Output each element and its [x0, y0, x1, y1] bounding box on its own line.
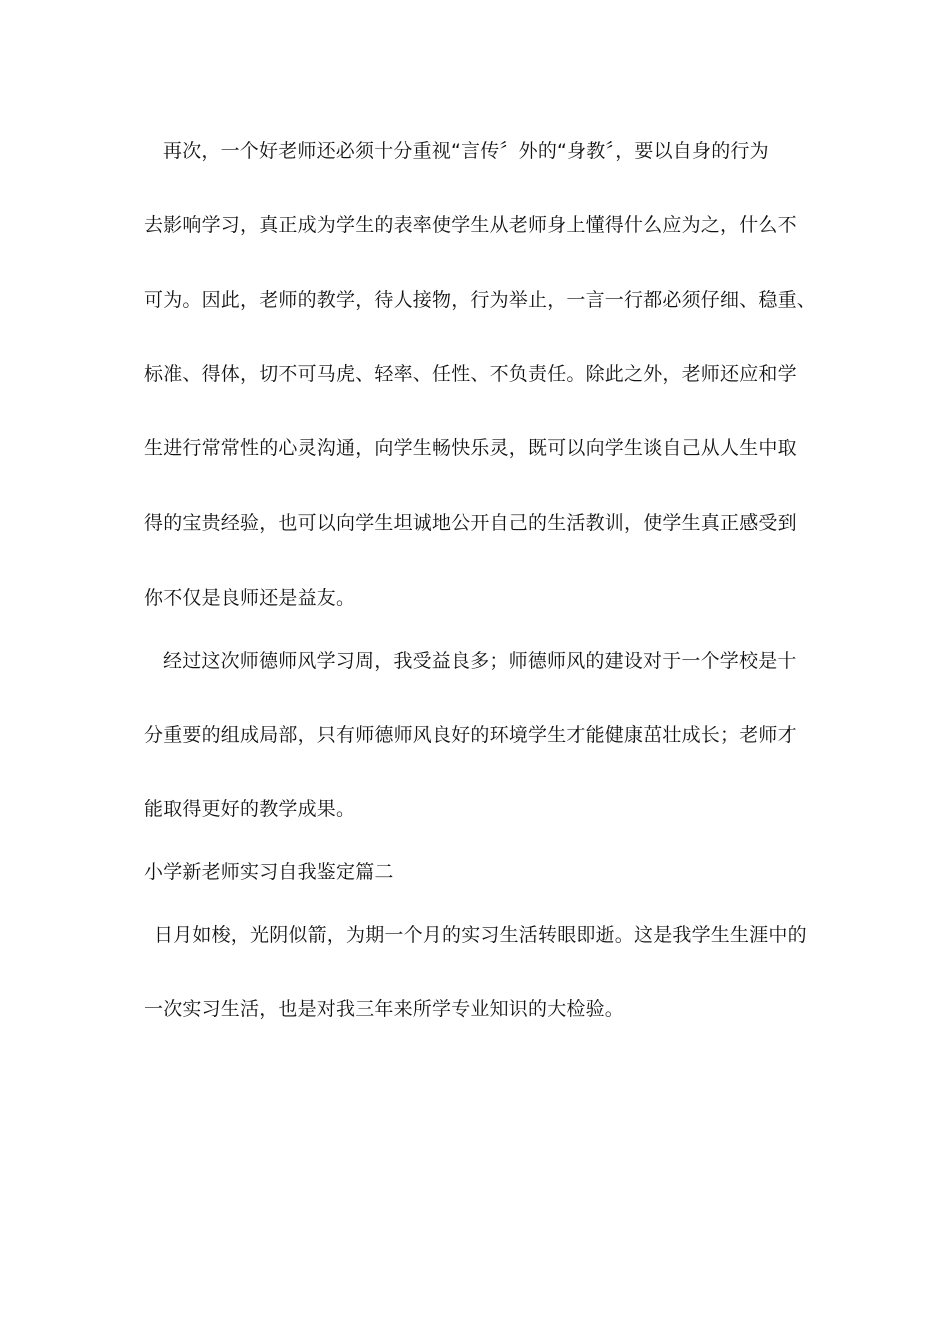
paragraph-2-line-1: 经过这次师德师风学习周，我受益良多；师德师风的建设对于一个学校是十	[163, 650, 797, 672]
paragraph-3-line-1: 日月如梭，光阴似箭，为期一个月的实习生活转眼即逝。这是我学生生涯中的	[154, 924, 807, 946]
paragraph-1-line-5: 生进行常常性的心灵沟通，向学生畅快乐灵，既可以向学生谈自己从人生中取	[144, 437, 797, 459]
paragraph-2-line-2: 分重要的组成局部，只有师德师风良好的环境学生才能健康茁壮成长；老师才	[144, 724, 797, 746]
paragraph-3-line-2: 一次实习生活，也是对我三年来所学专业知识的大检验。	[144, 998, 625, 1020]
paragraph-1-line-4: 标准、得体，切不可马虎、轻率、任性、不负责任。除此之外，老师还应和学	[144, 363, 797, 385]
paragraph-1-line-6: 得的宝贵经验，也可以向学生坦诚地公开自己的生活教训，使学生真正感受到	[144, 512, 797, 534]
paragraph-1-line-1: 再次，一个好老师还必须十分重视“言传〞外的“身教〞，要以自身的行为	[163, 140, 769, 162]
paragraph-1-line-7: 你不仅是良师还是益友。	[144, 587, 356, 609]
paragraph-1-line-2: 去影响学习，真正成为学生的表率使学生从老师身上懂得什么应为之，什么不	[144, 214, 797, 236]
paragraph-1-line-3: 可为。因此，老师的教学，待人接物，行为举止，一言一行都必须仔细、稳重、	[144, 289, 817, 311]
paragraph-2-line-3: 能取得更好的教学成果。	[144, 798, 356, 820]
section-heading: 小学新老师实习自我鉴定篇二	[144, 861, 394, 883]
